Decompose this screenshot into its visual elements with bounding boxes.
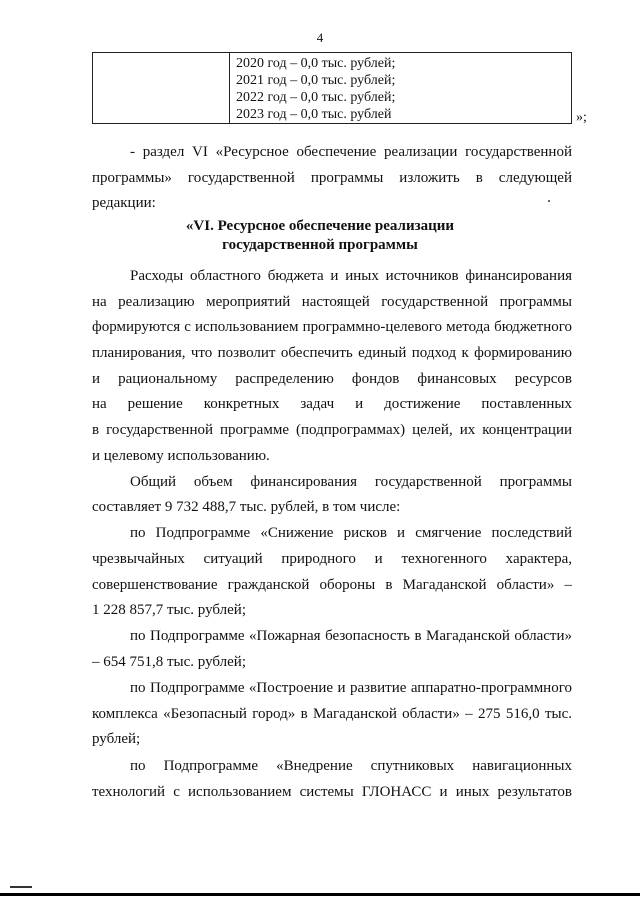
- scan-speck: [548, 200, 550, 202]
- paragraph-line: по Подпрограмме «Снижение рисков и смягчение последствий: [130, 525, 572, 541]
- table-year-row: 2020 год – 0,0 тыс. рублей;: [236, 56, 396, 71]
- budget-table: [92, 52, 572, 124]
- table-year-list: [236, 55, 395, 123]
- intro-line: программы» государственной программы изложить в следующей: [92, 170, 572, 186]
- footer-mark: [10, 886, 32, 888]
- paragraph-line: комплекса «Безопасный город» в Магаданской области» – 275 516,0 тыс.: [92, 706, 572, 722]
- paragraph-line: на решение конкретных задач и достижение поставленных: [92, 396, 572, 412]
- table-year-row: 2023 год – 0,0 тыс. рублей: [236, 107, 392, 122]
- table-divider: [229, 53, 230, 123]
- paragraph-line: Расходы областного бюджета и иных источников финансирования: [130, 268, 572, 284]
- paragraph-line: и целевому использованию.: [92, 448, 270, 464]
- paragraph-line: совершенствование гражданской обороны в Магаданской области» –: [92, 577, 572, 593]
- intro-line: - раздел VI «Ресурсное обеспечение реализации государственной: [130, 144, 572, 160]
- paragraph-line: рублей;: [92, 731, 141, 747]
- paragraph-line: технологий с использованием системы ГЛОНАСС и иных результатов: [92, 784, 572, 800]
- paragraph-line: и рациональному распределению фондов финансовых ресурсов: [92, 371, 572, 387]
- paragraph-line: по Подпрограмме «Внедрение спутниковых навигационных: [130, 758, 572, 774]
- paragraph-line: – 654 751,8 тыс. рублей;: [92, 654, 246, 670]
- page-number: 4: [316, 30, 324, 45]
- paragraph-line: планирования, что позволит обеспечить единый подход к формированию: [92, 345, 572, 361]
- section-heading-line: государственной программы: [222, 237, 418, 253]
- intro-line: редакции:: [92, 195, 156, 211]
- paragraph-line: на реализацию мероприятий настоящей государственной программы: [92, 294, 572, 310]
- paragraph-line: в государственной программе (подпрограммах) целей, их концентрации: [92, 422, 572, 438]
- table-year-row: 2021 год – 0,0 тыс. рублей;: [236, 73, 396, 88]
- footer-rule: [0, 893, 640, 896]
- paragraph-line: по Подпрограмме «Построение и развитие аппаратно-программного: [130, 680, 572, 696]
- paragraph-line: формируются с использованием программно-целевого метода бюджетного: [92, 319, 572, 335]
- closing-quote: »;: [576, 110, 587, 125]
- table-year-row: 2022 год – 0,0 тыс. рублей;: [236, 90, 396, 105]
- paragraph-line: составляет 9 732 488,7 тыс. рублей, в том числе:: [92, 499, 401, 515]
- paragraph-line: Общий объем финансирования государственной программы: [130, 474, 572, 490]
- section-heading-line: «VI. Ресурсное обеспечение реализации: [185, 218, 455, 234]
- paragraph-line: 1 228 857,7 тыс. рублей;: [92, 602, 246, 618]
- paragraph-line: по Подпрограмме «Пожарная безопасность в Магаданской области»: [130, 628, 572, 644]
- paragraph-line: чрезвычайных ситуаций природного и техногенного характера,: [92, 551, 572, 567]
